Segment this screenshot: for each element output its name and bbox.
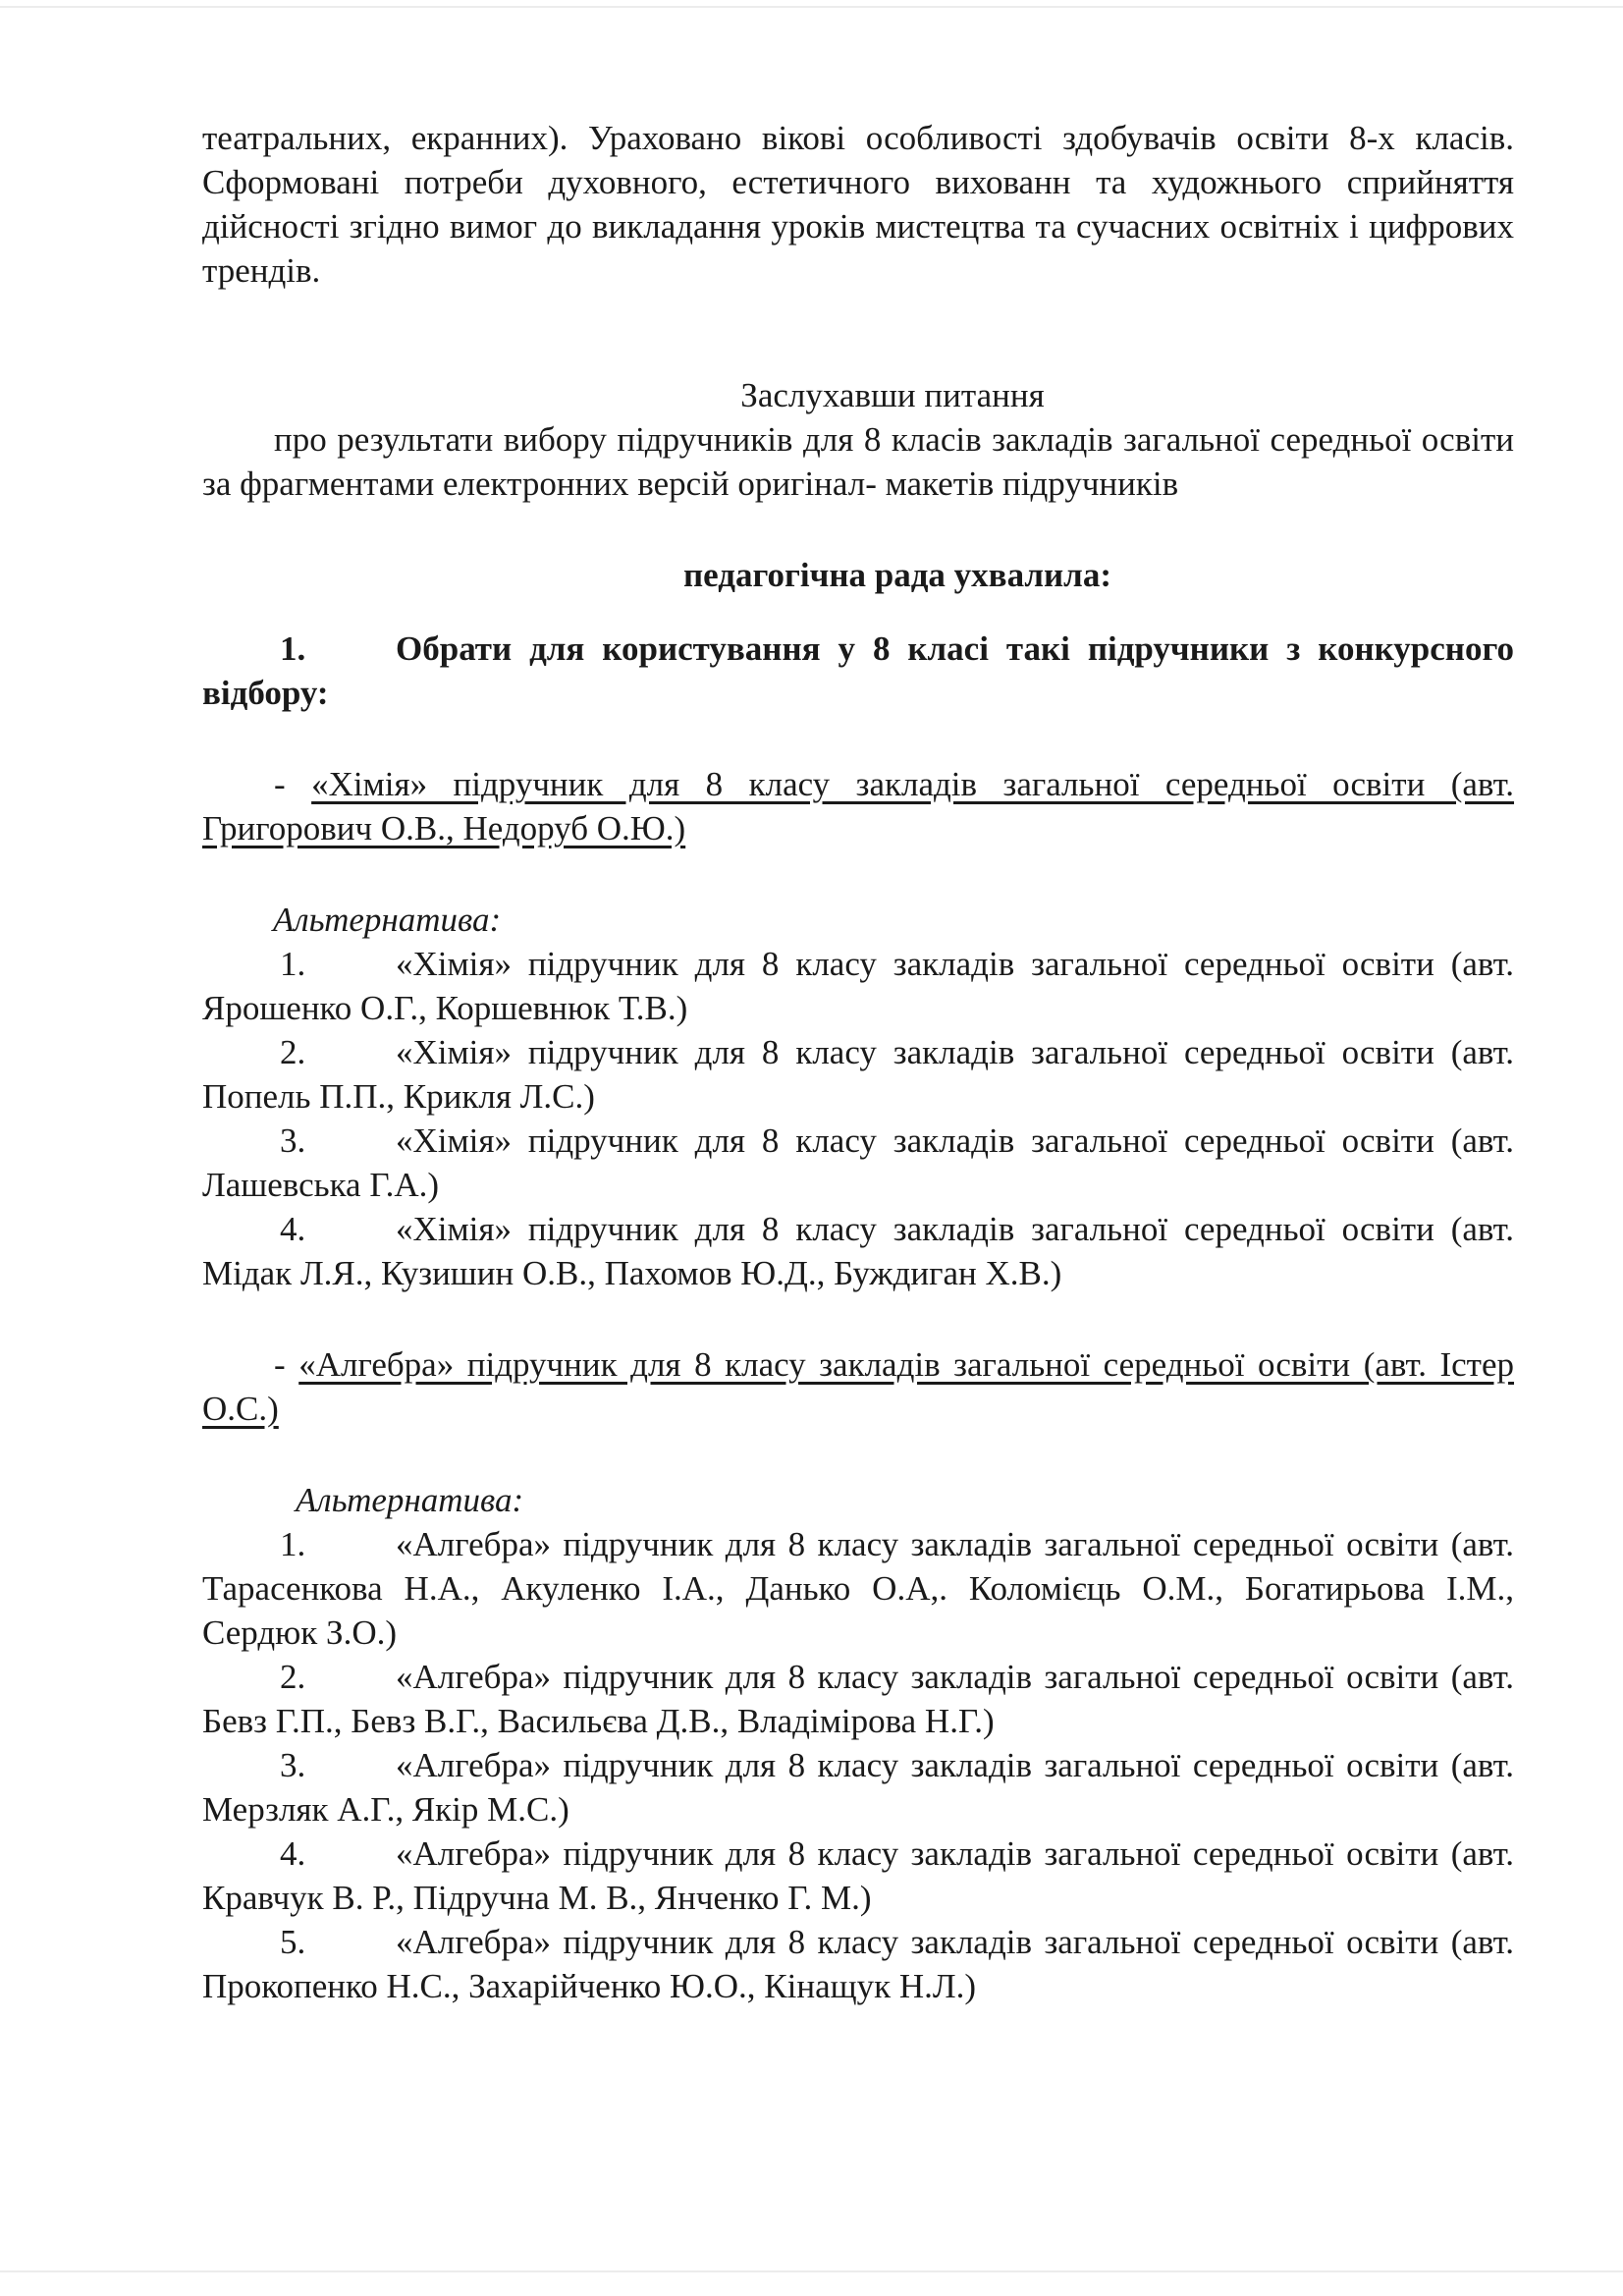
list-item bbox=[202, 1119, 1514, 1207]
list-item bbox=[202, 1522, 1514, 1655]
algebra-main-choice bbox=[202, 1342, 1514, 1431]
list-item-text: «Алгебра» підручник для 8 класу закладів загальної середньої освіти (авт. Мерзляк А.Г., Якір М.С.) bbox=[202, 1746, 1514, 1829]
list-item bbox=[202, 942, 1514, 1030]
spacer bbox=[202, 1295, 1514, 1342]
document-page bbox=[202, 116, 1514, 2008]
list-item bbox=[202, 1030, 1514, 1119]
scan-edge-bottom bbox=[0, 2270, 1623, 2272]
resolution-point-text: Обрати для користування у 8 класі такі підручники з конкурсного відбору: bbox=[202, 629, 1514, 712]
list-item bbox=[202, 1655, 1514, 1743]
hearing-heading: Заслухавши питання bbox=[740, 376, 1045, 414]
resolution-point-number: 1. bbox=[280, 629, 306, 668]
list-item-text: «Алгебра» підручник для 8 класу закладів загальної середньої освіти (авт. Тарасенкова Н.А., Акуленко І.А., Данько О.А,. Коломієць О.М., Богатирьова І.М., Сердюк З.О.) bbox=[202, 1525, 1514, 1652]
chemistry-main-choice bbox=[202, 762, 1514, 850]
list-item-text: «Хімія» підручник для 8 класу закладів загальної середньої освіти (авт. Попель П.П., Крикля Л.С.) bbox=[202, 1033, 1514, 1116]
list-item-number: 2. bbox=[280, 1658, 306, 1696]
chemistry-dash: - bbox=[274, 765, 312, 803]
scan-edge-top bbox=[0, 6, 1623, 8]
list-item-number: 5. bbox=[280, 1923, 306, 1961]
chemistry-alternatives-list bbox=[202, 942, 1514, 1295]
algebra-dash: - bbox=[274, 1345, 299, 1384]
hearing-paragraph: про результати вибору підручників для 8 класів закладів загальної середньої освіти за фрагментами електронних версій оригінал- макетів підручників bbox=[202, 420, 1514, 503]
algebra-alternatives-list bbox=[202, 1522, 1514, 2008]
list-item-text: «Хімія» підручник для 8 класу закладів загальної середньої освіти (авт. Мідак Л.Я., Кузишин О.В., Пахомов Ю.Д., Буждиган Х.В.) bbox=[202, 1210, 1514, 1292]
intro-paragraph: театральних, екранних). Ураховано вікові особливості здобувачів освіти 8-х класів. Сформовані потреби духовного, естетичного вихованн та художнього сприйняття дійсності згідно вимог до викладання уроків мистецтва та сучасних освітніх і цифрових трендів. bbox=[202, 119, 1514, 290]
list-item-text: «Алгебра» підручник для 8 класу закладів загальної середньої освіти (авт. Кравчук В. Р., Підручна М. В., Янченко Г. М.) bbox=[202, 1834, 1514, 1917]
algebra-main-text: «Алгебра» підручник для 8 класу закладів загальної середньої освіти (авт. Істер О.С.) bbox=[202, 1345, 1515, 1428]
spacer bbox=[202, 597, 1514, 627]
list-item-number: 3. bbox=[280, 1746, 306, 1784]
list-item-text: «Алгебра» підручник для 8 класу закладів загальної середньої освіти (авт. Прокопенко Н.С., Захарійченко Ю.О., Кінащук Н.Л.) bbox=[202, 1923, 1514, 2005]
spacer bbox=[202, 715, 1514, 762]
list-item bbox=[202, 1831, 1514, 1920]
algebra-alternative-label: Альтернатива: bbox=[296, 1481, 524, 1519]
list-item-text: «Хімія» підручник для 8 класу закладів загальної середньої освіти (авт. Лашевська Г.А.) bbox=[202, 1121, 1514, 1204]
list-item-number: 1. bbox=[280, 945, 306, 983]
chemistry-alternative-label: Альтернатива: bbox=[273, 901, 502, 939]
spacer bbox=[202, 850, 1514, 898]
spacer bbox=[202, 1431, 1514, 1478]
chemistry-main-text: «Хімія» підручник для 8 класу закладів загальної середньої освіти (авт. Григорович О.В., Недоруб О.Ю.) bbox=[202, 765, 1515, 847]
list-item-number: 4. bbox=[280, 1834, 306, 1873]
list-item bbox=[202, 1920, 1514, 2008]
spacer bbox=[202, 293, 1514, 373]
resolution-heading: педагогічна рада ухвалила: bbox=[683, 556, 1111, 594]
list-item-text: «Хімія» підручник для 8 класу закладів загальної середньої освіти (авт. Ярошенко О.Г., Коршевнюк Т.В.) bbox=[202, 945, 1514, 1027]
list-item bbox=[202, 1207, 1514, 1295]
list-item-number: 2. bbox=[280, 1033, 306, 1071]
list-item-number: 3. bbox=[280, 1121, 306, 1160]
resolution-point bbox=[202, 627, 1514, 715]
list-item bbox=[202, 1743, 1514, 1831]
list-item-text: «Алгебра» підручник для 8 класу закладів загальної середньої освіти (авт. Бевз Г.П., Бевз В.Г., Васильєва Д.В., Владімірова Н.Г.) bbox=[202, 1658, 1514, 1740]
spacer bbox=[202, 506, 1514, 553]
list-item-number: 1. bbox=[280, 1525, 306, 1563]
list-item-number: 4. bbox=[280, 1210, 306, 1248]
